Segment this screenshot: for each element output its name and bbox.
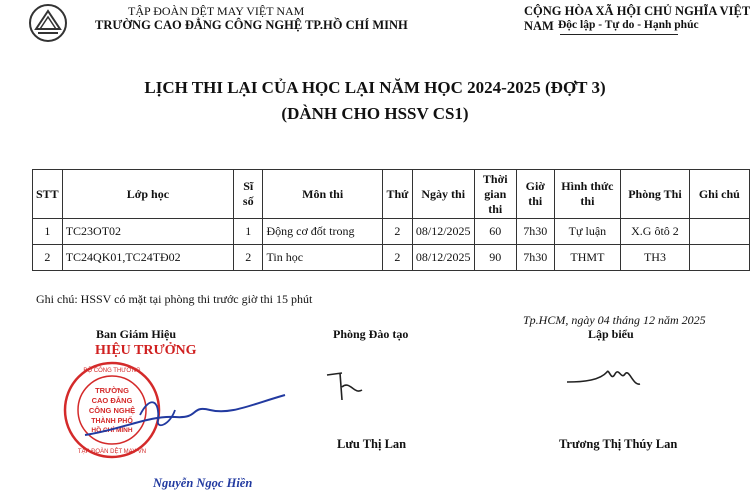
date-place: Tp.HCM, ngày 04 tháng 12 năm 2025 bbox=[523, 313, 706, 327]
table-row bbox=[33, 219, 750, 245]
cell-weekday: 2 bbox=[382, 219, 412, 245]
training-office-signature-icon bbox=[322, 365, 372, 405]
cell-date: 08/12/2025 bbox=[412, 245, 474, 271]
cell-count: 1 bbox=[234, 219, 263, 245]
cell-time: 7h30 bbox=[516, 219, 554, 245]
svg-text:CAO ĐẲNG: CAO ĐẲNG bbox=[91, 396, 133, 405]
cell-duration: 60 bbox=[474, 219, 516, 245]
header-weekday: Thứ bbox=[382, 170, 412, 219]
cell-format: THMT bbox=[554, 245, 621, 271]
header-notes: Ghi chú bbox=[689, 170, 749, 219]
svg-text:HỒ CHÍ MINH: HỒ CHÍ MINH bbox=[91, 427, 133, 434]
board-title: Ban Giám Hiệu bbox=[96, 327, 177, 341]
compiler-name: Trương Thị Thúy Lan bbox=[559, 437, 678, 451]
table-header-row bbox=[33, 170, 750, 219]
training-office-name: Lưu Thị Lan bbox=[337, 437, 407, 451]
cell-time: 7h30 bbox=[516, 245, 554, 271]
document-subtitle: (DÀNH CHO HSSV CS1) bbox=[281, 104, 469, 123]
cell-stt: 2 bbox=[33, 245, 63, 271]
compiler-signature-icon bbox=[565, 362, 645, 392]
header-subject: Môn thi bbox=[263, 170, 382, 219]
cell-subject: Tin học bbox=[263, 245, 382, 271]
header-stt: STT bbox=[33, 170, 63, 219]
header-date: Ngày thi bbox=[412, 170, 474, 219]
header-room: Phòng Thi bbox=[621, 170, 689, 219]
compiler-title: Lập biểu bbox=[588, 327, 634, 341]
cell-notes bbox=[689, 245, 749, 271]
cell-subject: Động cơ đốt trong bbox=[263, 219, 382, 245]
cell-count: 2 bbox=[234, 245, 263, 271]
cell-class: TC24QK01,TC24TĐ02 bbox=[62, 245, 233, 271]
org-name: TẬP ĐOÀN DỆT MAY VIỆT NAM bbox=[128, 4, 305, 18]
nation-title: CỘNG HÒA XÃ HỘI CHỦ NGHĨA VIỆT NAM bbox=[524, 4, 750, 33]
header-format: Hình thức thi bbox=[554, 170, 621, 219]
cell-stt: 1 bbox=[33, 219, 63, 245]
exam-note: Ghi chú: HSSV có mặt tại phòng thi trước giờ thi 15 phút bbox=[36, 292, 313, 306]
principal-signature-icon bbox=[77, 375, 290, 465]
header-class: Lớp học bbox=[62, 170, 233, 219]
cell-room: TH3 bbox=[621, 245, 689, 271]
svg-text:THÀNH PHỐ: THÀNH PHỐ bbox=[91, 418, 133, 425]
nation-motto: Độc lập - Tự do - Hạnh phúc bbox=[558, 19, 699, 31]
cell-class: TC23OT02 bbox=[62, 219, 233, 245]
header-time: Giờ thi bbox=[516, 170, 554, 219]
svg-text:TẬP ĐOÀN DỆT MAY VN: TẬP ĐOÀN DỆT MAY VN bbox=[77, 449, 147, 455]
svg-text:CÔNG NGHỆ: CÔNG NGHỆ bbox=[88, 406, 136, 415]
header-duration: Thời gian thi bbox=[474, 170, 516, 219]
school-name: TRƯỜNG CAO ĐẲNG CÔNG NGHỆ TP.HỒ CHÍ MINH bbox=[95, 18, 408, 32]
cell-notes bbox=[689, 219, 749, 245]
principal-title: HIỆU TRƯỞNG bbox=[95, 343, 197, 358]
cell-duration: 90 bbox=[474, 245, 516, 271]
motto-underline bbox=[560, 34, 678, 35]
exam-schedule-table bbox=[32, 169, 750, 271]
svg-text:BỘ CÔNG THƯƠNG: BỘ CÔNG THƯƠNG bbox=[83, 368, 141, 374]
cell-room: X.G ôtô 2 bbox=[621, 219, 689, 245]
document-title: LỊCH THI LẠI CỦA HỌC LẠI NĂM HỌC 2024-2025 (ĐỢT 3) bbox=[144, 78, 606, 97]
school-logo-icon bbox=[28, 3, 68, 43]
training-office-title: Phòng Đào tạo bbox=[333, 327, 409, 341]
header-count: Sĩ số bbox=[234, 170, 263, 219]
cell-date: 08/12/2025 bbox=[412, 219, 474, 245]
table-row bbox=[33, 245, 750, 271]
svg-text:TRƯỜNG: TRƯỜNG bbox=[95, 386, 129, 395]
cell-format: Tự luận bbox=[554, 219, 621, 245]
principal-name: Nguyễn Ngọc Hiền bbox=[153, 476, 253, 490]
cell-weekday: 2 bbox=[382, 245, 412, 271]
